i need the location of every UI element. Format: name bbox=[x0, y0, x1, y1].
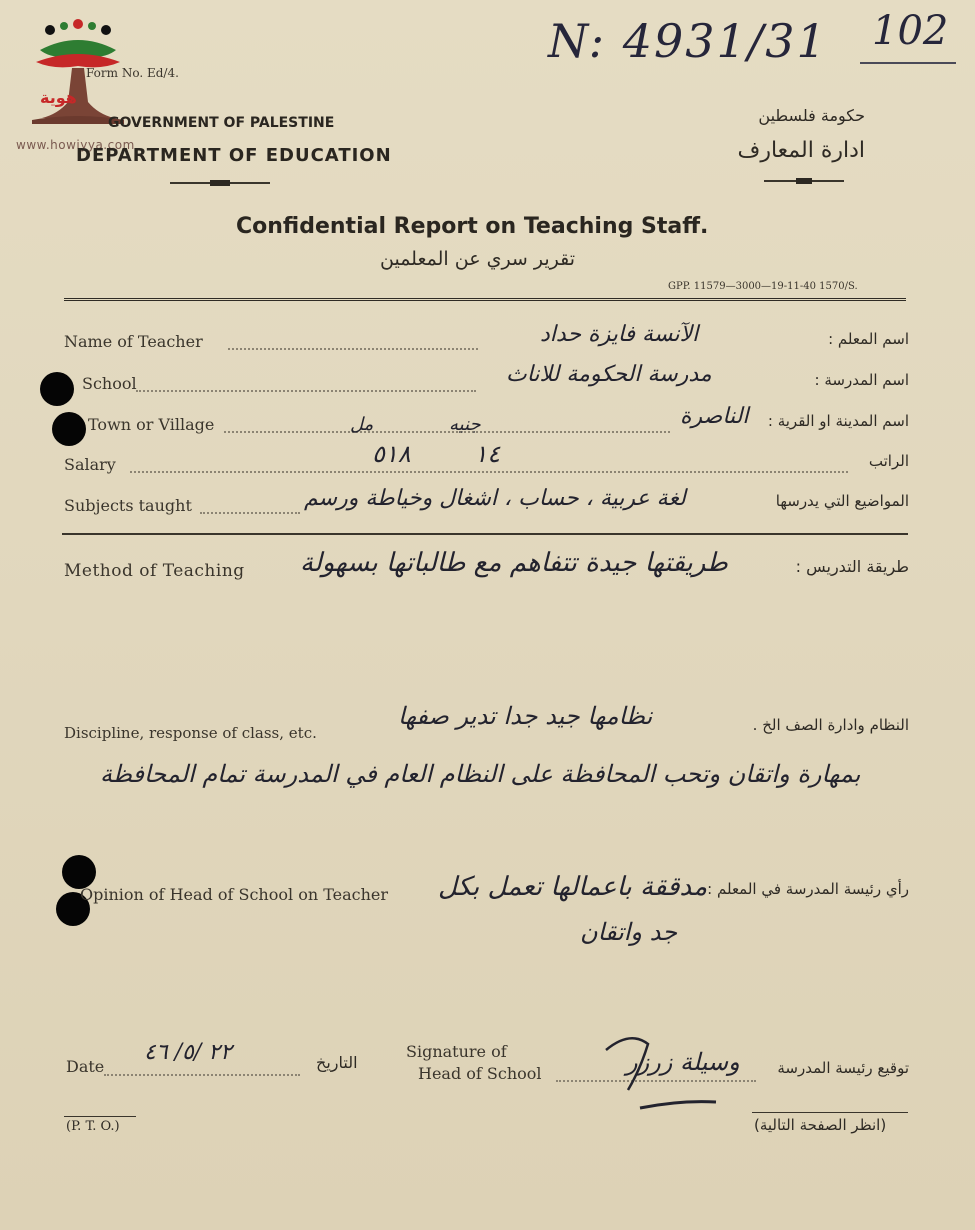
salary-label-en: Salary bbox=[64, 455, 116, 474]
discipline-value-line2: بمهارة واتقان وتحب المحافظة على النظام العام في المدرسة تمام المحافظة bbox=[100, 760, 861, 788]
signature-label-ar: توقيع رئيسة المدرسة bbox=[777, 1059, 909, 1077]
name-value: الآنسة فايزة حداد bbox=[540, 322, 699, 347]
report-title-en: Confidential Report on Teaching Staff. bbox=[236, 214, 709, 239]
name-label-ar: اسم المعلم : bbox=[828, 330, 909, 348]
report-title-ar: تقرير سري عن المعلمين bbox=[380, 248, 576, 270]
school-label-ar: اسم المدرسة : bbox=[814, 371, 909, 389]
date-dotted-line bbox=[104, 1074, 300, 1076]
header-divider-left bbox=[170, 182, 270, 184]
watermark-url: www.howiyya.com bbox=[16, 138, 135, 152]
pto-rule-right bbox=[752, 1112, 908, 1113]
town-label-en: Town or Village bbox=[88, 415, 215, 434]
town-label-ar: اسم المدينة او القرية : bbox=[767, 412, 909, 430]
date-label-ar: التاريخ bbox=[316, 1053, 358, 1072]
page-number: 102 bbox=[872, 8, 949, 54]
government-title-en: GOVERNMENT OF PALESTINE bbox=[108, 115, 335, 131]
subjects-label-en: Subjects taught bbox=[64, 496, 192, 515]
discipline-label-ar: النظام وادارة الصف الخ . bbox=[752, 716, 909, 734]
pto-ar: (انظر الصفحة التالية) bbox=[754, 1116, 887, 1134]
pto-rule-left bbox=[64, 1116, 136, 1117]
signature-value: وسيلة زرزر bbox=[626, 1048, 740, 1076]
opinion-label-ar: رأي رئيسة المدرسة في المعلم : bbox=[707, 880, 909, 898]
binder-hole bbox=[40, 372, 74, 406]
binder-hole bbox=[62, 855, 96, 889]
name-label-en: Name of Teacher bbox=[64, 332, 203, 351]
salary-label-ar: الراتب bbox=[868, 452, 909, 470]
logo-lettering: هوية bbox=[40, 88, 77, 107]
page-number-underline bbox=[860, 62, 956, 64]
title-rule bbox=[64, 298, 906, 301]
discipline-label-en: Discipline, response of class, etc. bbox=[64, 724, 317, 742]
salary-value: ١٤ ٥١٨ bbox=[372, 440, 501, 468]
subjects-dotted-line bbox=[200, 512, 300, 514]
pto-en: (P. T. O.) bbox=[66, 1119, 120, 1134]
salary-dotted-line bbox=[130, 471, 848, 473]
department-title-ar: ادارة المعارف bbox=[737, 138, 865, 163]
subjects-label-ar: المواضيع التي يدرسها bbox=[775, 492, 909, 510]
school-label-en: School bbox=[82, 374, 137, 393]
discipline-value-line1: نظامها جيد جدا تدير صفها bbox=[398, 702, 653, 730]
subjects-value: لغة عربية ، حساب ، اشغال وخياطة ورسم bbox=[304, 486, 686, 511]
school-dotted-line bbox=[136, 390, 476, 392]
print-code: GPP. 11579—3000—19-11-40 1570/S. bbox=[668, 281, 858, 292]
form-number: Form No. Ed/4. bbox=[86, 66, 179, 80]
salary-currency: جنيه مل bbox=[350, 414, 481, 435]
opinion-value-line1: مدققة باعمالها تعمل بكل bbox=[438, 872, 708, 902]
signature-label-line2: Head of School bbox=[418, 1064, 542, 1083]
fields-rule bbox=[62, 533, 908, 535]
reference-number: N: 4931/31 bbox=[548, 14, 828, 68]
government-title-ar: حكومة فلسطين bbox=[758, 106, 865, 125]
method-label-ar: طريقة التدريس : bbox=[795, 557, 909, 576]
town-value: الناصرة bbox=[680, 404, 749, 429]
header-divider-right bbox=[764, 180, 844, 182]
method-value: طريقتها جيدة تتفاهم مع طالباتها بسهولة bbox=[300, 548, 728, 578]
date-value: ٢٢ /٥/ ٤٦ bbox=[144, 1040, 232, 1065]
binder-hole bbox=[52, 412, 86, 446]
school-value: مدرسة الحكومة للاناث bbox=[506, 362, 712, 387]
method-label-en: Method of Teaching bbox=[64, 561, 245, 581]
signature-label-line1: Signature of bbox=[406, 1042, 507, 1061]
signature-flourish-icon bbox=[600, 1030, 720, 1120]
department-title-en: DEPARTMENT OF EDUCATION bbox=[76, 145, 392, 166]
date-label-en: Date bbox=[66, 1057, 105, 1076]
opinion-label-en: Opinion of Head of School on Teacher bbox=[80, 885, 389, 904]
name-dotted-line bbox=[228, 348, 478, 350]
opinion-value-line2: جد واتقان bbox=[580, 918, 678, 946]
